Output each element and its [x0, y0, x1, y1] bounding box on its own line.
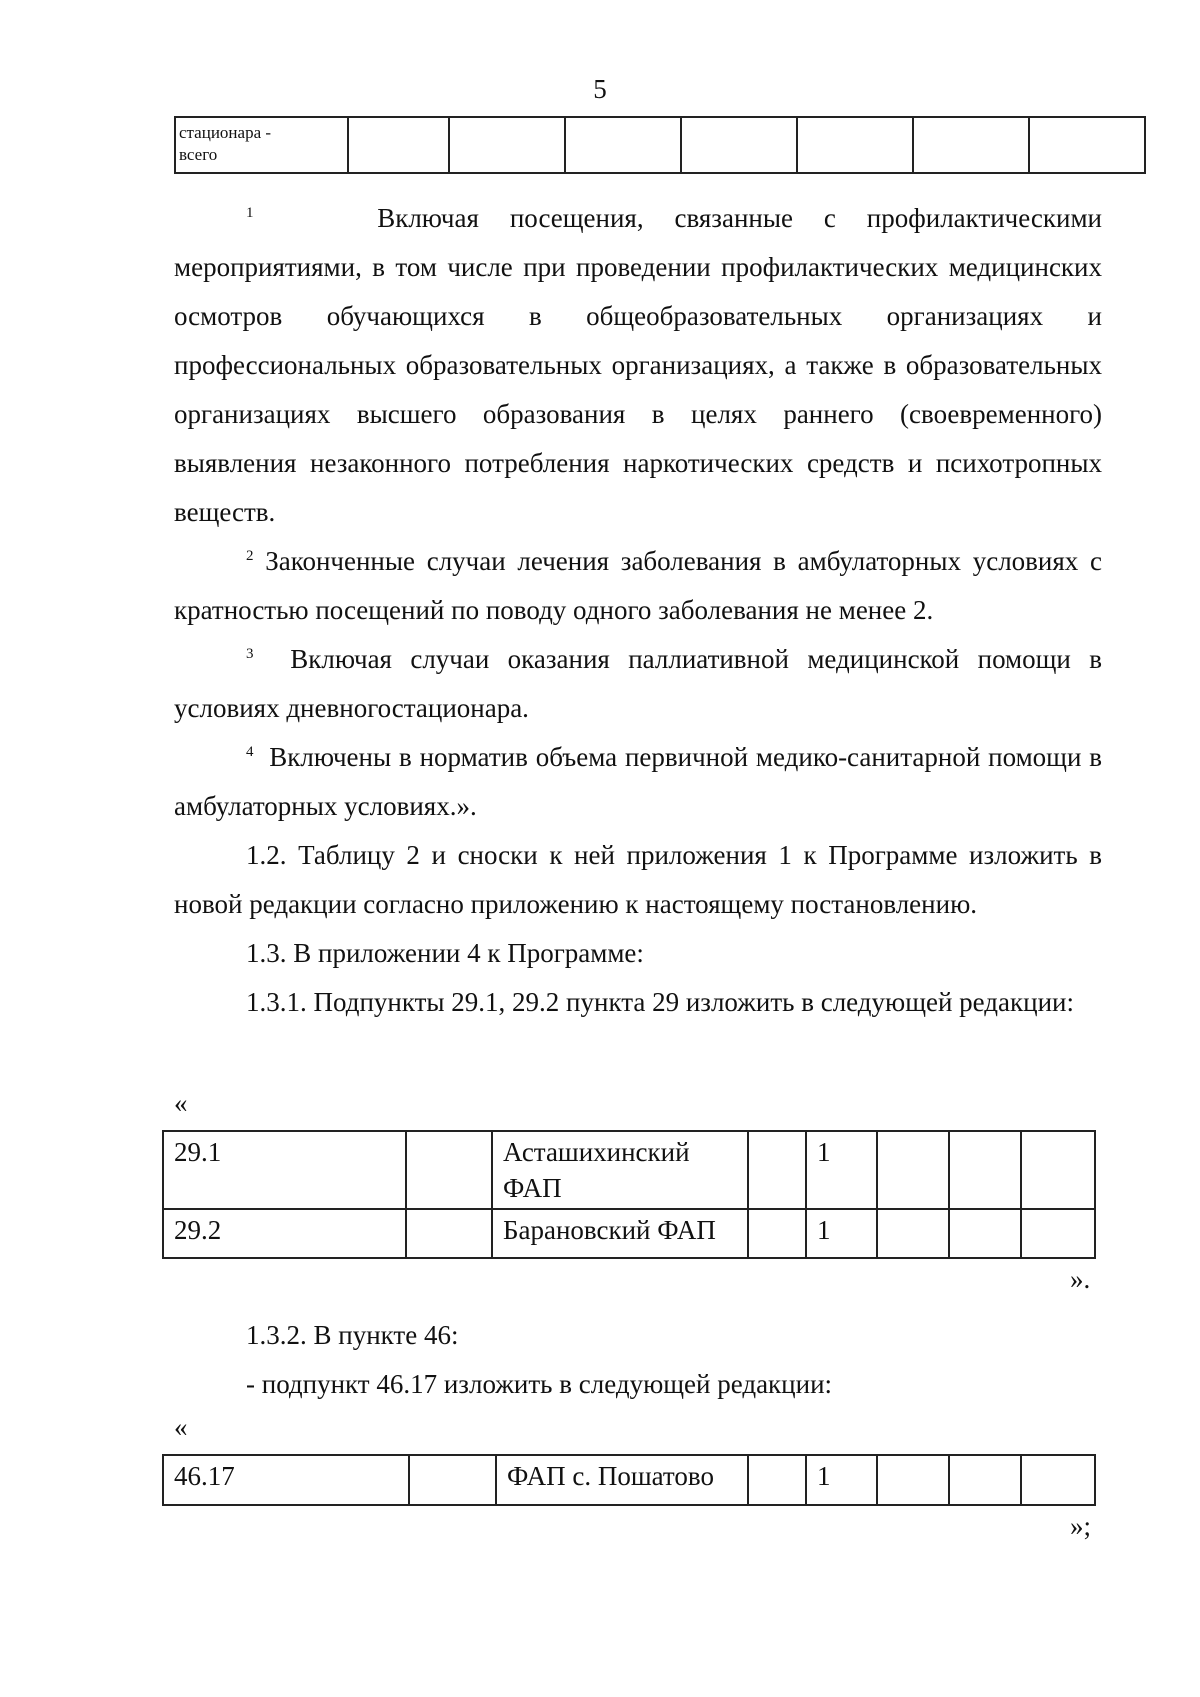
opening-quote: « [174, 1412, 188, 1442]
table-cell [949, 1455, 1021, 1505]
paragraph-1-3: 1.3. В приложении 4 к Программе: [246, 938, 644, 968]
table-cell [1021, 1131, 1095, 1209]
table-cell [949, 1209, 1021, 1258]
table-row [163, 1455, 1095, 1505]
table-cell [877, 1131, 949, 1209]
footnote-marker: 4 [246, 744, 254, 760]
table-cell [797, 117, 913, 173]
row-number: 29.2 [163, 1209, 406, 1258]
footnote-text: Включены в норматив объема первичной медико-санитарной помощи в амбулаторных условиях.». [174, 742, 1103, 821]
table-cell [449, 117, 565, 173]
table-cell [348, 117, 449, 173]
facility-count: 1 [806, 1209, 877, 1258]
table-cell [748, 1209, 806, 1258]
facility-name: ФАП с. Пошатово [496, 1455, 748, 1505]
paragraph-46-17: - подпункт 46.17 изложить в следующей редакции: [246, 1369, 833, 1399]
table-cell [565, 117, 681, 173]
row-number: 29.1 [163, 1131, 406, 1209]
table-cell [748, 1131, 806, 1209]
table-cell [409, 1455, 496, 1505]
footnote-marker: 3 [246, 646, 254, 662]
opening-quote: « [174, 1088, 188, 1118]
paragraph-1-3-2: 1.3.2. В пункте 46: [246, 1320, 459, 1350]
footnote-marker: 1 [246, 205, 254, 221]
table-row [163, 1131, 1095, 1209]
table-cell [913, 117, 1029, 173]
closing-quote: »; [1070, 1511, 1092, 1541]
top-table-fragment [174, 116, 1146, 174]
paragraph-1-2: 1.2. Таблицу 2 и сноски к ней приложения 1 к Программе изложить в новой редакции согласно приложению к настоящему постановлению. [174, 840, 1102, 919]
table-cell [949, 1131, 1021, 1209]
facility-count: 1 [806, 1131, 877, 1209]
table-cell [406, 1131, 492, 1209]
facility-name: Асташихинский ФАП [492, 1131, 748, 1209]
table-row [163, 1209, 1095, 1258]
closing-quote: ». [1070, 1264, 1091, 1294]
footnote-text: Включая случаи оказания паллиативной медицинской помощи в условиях дневногостационара. [174, 644, 1103, 723]
table-cell [1021, 1209, 1095, 1258]
table-cell [877, 1209, 949, 1258]
table-cell [1029, 117, 1145, 173]
table-cell-label: стационара - всего [175, 117, 348, 173]
table-cell [406, 1209, 492, 1258]
table-29 [162, 1130, 1096, 1259]
footnote-text: Включая посещения, связанные с профилактическими мероприятиями, в том числе при проведении профилактических медицинских осмотров обучающихся в общеобразовательных организациях и профессиональных образовательных организациях, а также в образовательных организациях высшего образования в целях раннего (своевременного) выявления незаконного потребления наркотических средств и психотропных веществ. [174, 203, 1102, 527]
facility-count: 1 [806, 1455, 877, 1505]
footnote-2 [174, 537, 1102, 635]
table-cell [748, 1455, 806, 1505]
footnote-3 [174, 635, 1102, 733]
table-row [175, 117, 1145, 173]
row-number: 46.17 [163, 1455, 409, 1505]
page-number: 5 [593, 74, 607, 104]
facility-name: Барановский ФАП [492, 1209, 748, 1258]
footnote-text: Законченные случаи лечения заболевания в амбулаторных условиях с кратностью посещений по поводу одного заболевания не менее 2. [174, 546, 1102, 625]
table-46 [162, 1454, 1096, 1506]
table-cell [681, 117, 797, 173]
footnote-marker: 2 [246, 548, 254, 564]
footnote-1 [174, 194, 1102, 537]
table-cell [1021, 1455, 1095, 1505]
paragraph-1-3-1: 1.3.1. Подпункты 29.1, 29.2 пункта 29 изложить в следующей редакции: [246, 987, 1074, 1017]
table-cell [877, 1455, 949, 1505]
footnote-4 [174, 733, 1102, 831]
